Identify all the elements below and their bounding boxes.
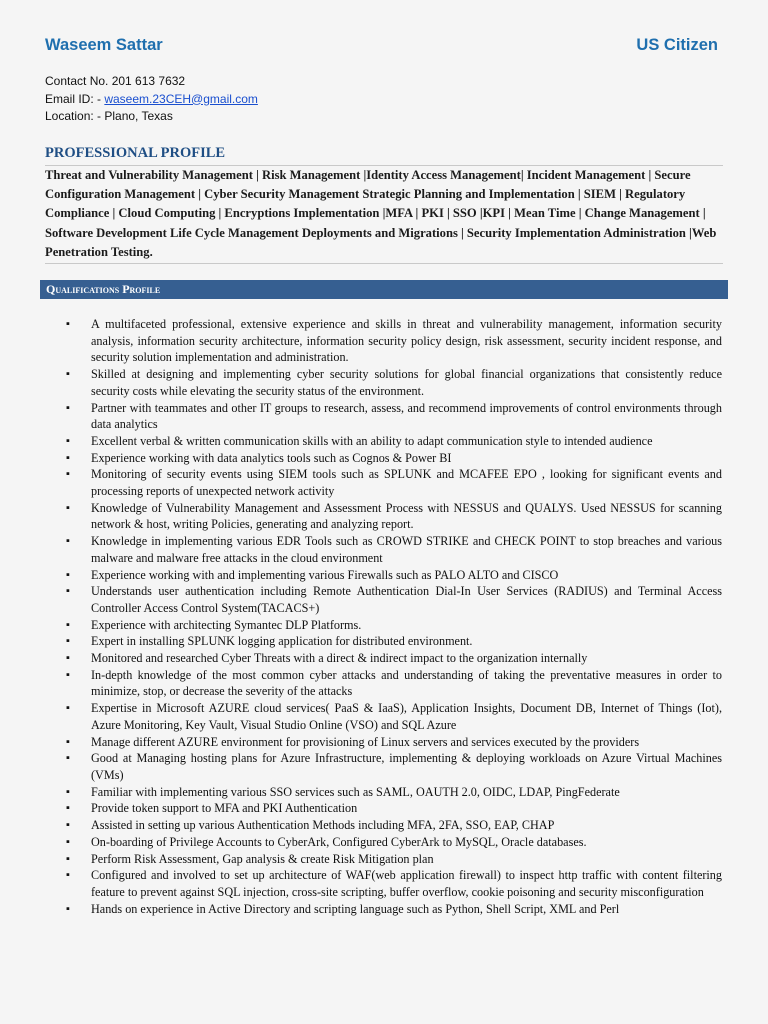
bullet-icon: ▪ [66, 451, 70, 464]
qualification-item [66, 366, 722, 399]
qualification-text: Monitored and researched Cyber Threats with a direct & indirect impact to the organization internally [91, 651, 588, 666]
qualification-item [66, 800, 722, 817]
qualification-text: Manage different AZURE environment for provisioning of Linux servers and services executed by the providers [91, 734, 640, 749]
qualification-item [66, 466, 722, 499]
bullet-icon: ▪ [66, 368, 70, 381]
contact-email-row [45, 91, 258, 109]
qualification-item [66, 750, 722, 783]
qualification-item [66, 583, 722, 616]
qualification-item [66, 650, 722, 667]
qualification-text: Partner with teammates and other IT groups to research, assess, and recommend improvements of control environments through data analytics [91, 400, 722, 432]
resume-header [45, 36, 718, 55]
qualification-text: Experience working with data analytics tools such as Cognos & Power BI [91, 450, 452, 465]
qualification-text: Knowledge of Vulnerability Management and Assessment Process with NESSUS and QUALYS. Used NESSUS for scanning network & host, writing Policies, generating and analyzing report. [91, 500, 722, 532]
qualifications-profile-header: Qualifications Profile [40, 280, 728, 299]
qualification-item [66, 700, 722, 733]
email-label: Email ID: - [45, 91, 105, 106]
professional-profile-text: Threat and Vulnerability Management | Risk Management |Identity Access Management| Incident Management | Secure Configuration Management | Cyber Security Management Strategic Planning and Implementation | SIEM | Regulatory Compliance | Cloud Computing | Encryptions Implementation |MFA | PKI | SSO |KPI | Mean Time | Change Management | Software Development Life Cycle Management Deployments and Migrations | Security Implementation Administration |Web Penetration Testing. [45, 168, 717, 259]
qualification-item [66, 834, 722, 851]
qualification-text: Familiar with implementing various SSO services such as SAML, OAUTH 2.0, OIDC, LDAP, PingFederate [91, 784, 620, 799]
bullet-icon: ▪ [66, 702, 70, 715]
contact-location: Location: - Plano, Texas [45, 109, 173, 123]
bullet-icon: ▪ [66, 902, 70, 915]
citizenship-status: US Citizen [636, 36, 718, 54]
bullet-icon: ▪ [66, 401, 70, 414]
qualification-item [66, 667, 722, 700]
qualification-text: A multifaceted professional, extensive experience and skills in threat and vulnerability management, information security analysis, information security architecture, information security policy design, risk assessment, security incident response, and security solution implementation and administration. [91, 317, 722, 365]
qualification-item [66, 316, 722, 366]
bullet-icon: ▪ [66, 535, 70, 548]
qualification-text: Provide token support to MFA and PKI Authentication [91, 801, 358, 816]
bullet-icon: ▪ [66, 852, 70, 865]
bullet-icon: ▪ [66, 819, 70, 832]
qualification-text: In-depth knowledge of the most common cyber attacks and understanding of taking the preventative measures in order to minimize, stop, or decrease the severity of the attacks [91, 667, 722, 699]
contact-block [45, 73, 258, 126]
qualification-text: Experience with architecting Symantec DLP Platforms. [91, 617, 362, 632]
qualification-item [66, 433, 722, 450]
qualification-text: Expert in installing SPLUNK logging application for distributed environment. [91, 634, 473, 649]
qualification-item [66, 567, 722, 584]
qualification-text: Excellent verbal & written communication skills with an ability to adapt communication style to intended audience [91, 433, 653, 448]
qualification-text: Good at Managing hosting plans for Azure Infrastructure, implementing & deploying workloads on Azure Virtual Machines (VMs) [91, 751, 722, 782]
qualification-text: Experience working with and implementing various Firewalls such as PALO ALTO and CISCO [91, 567, 559, 582]
qualification-text: Knowledge in implementing various EDR Tools such as CROWD STRIKE and CHECK POINT to stop breaches and various malware and malware free attacks in the cloud environment [91, 534, 722, 565]
qualification-text: Configured and involved to set up architecture of WAF(web application firewall) to inspect http traffic with content filtering feature to prevent against SQL injection, cross-site scripting, buffer overflow, cookie poisoning and security misconfiguration [91, 868, 722, 899]
bullet-icon: ▪ [66, 752, 70, 765]
qualification-text: Understands user authentication including Remote Authentication Dial-In User Services (RADIUS) and Terminal Access Controller Access Control System(TACACS+) [91, 584, 722, 615]
bullet-icon: ▪ [66, 802, 70, 815]
qualification-item [66, 400, 722, 433]
bullet-icon: ▪ [66, 434, 70, 447]
bullet-icon: ▪ [66, 869, 70, 882]
qualification-text: Hands on experience in Active Directory and scripting language such as Python, Shell Script, XML and Perl [91, 901, 620, 916]
qualification-item [66, 734, 722, 751]
bullet-icon: ▪ [66, 785, 70, 798]
qualification-item [66, 500, 722, 533]
contact-phone: Contact No. 201 613 7632 [45, 74, 186, 88]
qualification-item [66, 533, 722, 566]
bullet-icon: ▪ [66, 468, 70, 481]
bullet-icon: ▪ [66, 318, 70, 330]
qualification-text: Assisted in setting up various Authentication Methods including MFA, 2FA, SSO, EAP, CHAP [91, 818, 555, 833]
bullet-icon: ▪ [66, 635, 70, 648]
section-divider-bottom [45, 263, 723, 264]
qualification-item [66, 633, 722, 650]
bullet-icon: ▪ [66, 501, 70, 514]
qualification-item [66, 817, 722, 834]
qualification-text: Perform Risk Assessment, Gap analysis & create Risk Mitigation plan [91, 851, 434, 866]
bullet-icon: ▪ [66, 652, 70, 665]
bullet-icon: ▪ [66, 735, 70, 748]
email-link[interactable]: waseem.23CEH@gmail.com [104, 91, 258, 106]
qualification-text: On-boarding of Privilege Accounts to CyberArk, Configured CyberArk to MySQL, Oracle databases. [91, 834, 587, 849]
qualification-text: Monitoring of security events using SIEM tools such as SPLUNK and MCAFEE EPO , looking for significant events and processing reports of unexpected network activity [91, 467, 722, 499]
qualifications-list [66, 316, 722, 917]
qualification-text: Skilled at designing and implementing cyber security solutions for global financial organizations that consistently reduce security costs while elevating the security status of the environment. [91, 367, 722, 398]
bullet-icon: ▪ [66, 585, 70, 598]
qualification-item [66, 851, 722, 868]
qualification-item [66, 901, 722, 918]
professional-profile-title: PROFESSIONAL PROFILE [45, 145, 226, 161]
bullet-icon: ▪ [66, 568, 70, 581]
bullet-icon: ▪ [66, 668, 70, 681]
qualification-item [66, 450, 722, 467]
bullet-icon: ▪ [66, 618, 70, 631]
candidate-name: Waseem Sattar [45, 36, 163, 54]
qualification-item [66, 784, 722, 801]
qualification-item [66, 617, 722, 634]
bullet-icon: ▪ [66, 835, 70, 848]
qualification-text: Expertise in Microsoft AZURE cloud services( PaaS & IaaS), Application Insights, Document DB, Internet of Things (Iot), Azure Monitoring, Key Vault, Visual Studio Online (VSO) and SQL Azure [91, 701, 722, 732]
qualification-item [66, 867, 722, 900]
